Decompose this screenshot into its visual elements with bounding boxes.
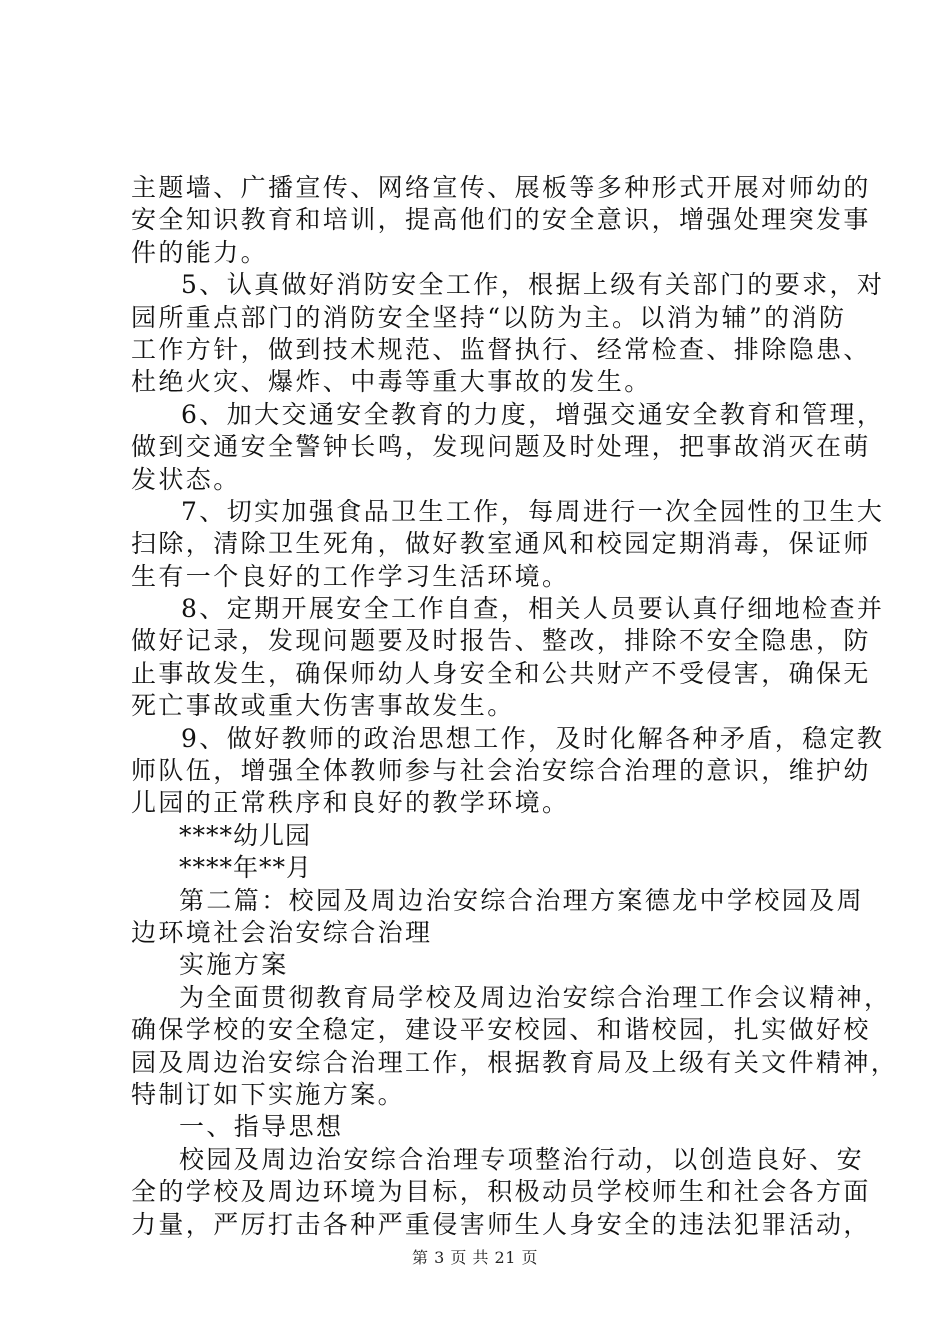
text-line: 为全面贯彻教育局学校及周边治安综合治理工作会议精神，	[179, 982, 892, 1012]
text-line: 校园及周边治安综合治理专项整治行动，以创造良好、安	[179, 1144, 865, 1174]
text-line: 死亡事故或重大伤害事故发生。	[131, 691, 515, 721]
text-line: 安全知识教育和培训，提高他们的安全意识，增强处理突发事	[131, 205, 871, 235]
text-line: 6、加大交通安全教育的力度，增强交通安全教育和管理，	[181, 399, 885, 429]
text-line: 园及周边治安综合治理工作，根据教育局及上级有关文件精神，	[131, 1047, 899, 1077]
text-line: 5、认真做好消防安全工作，根据上级有关部门的要求，对	[181, 270, 885, 300]
text-line: 扫除，清除卫生死角，做好教室通风和校园定期消毒，保证师	[131, 529, 871, 559]
section-heading: 边环境社会治安综合治理	[131, 917, 433, 947]
text-line: 止事故发生，确保师幼人身安全和公共财产不受侵害，确保无	[131, 658, 871, 688]
section-heading: 第二篇：校园及周边治安综合治理方案德龙中学校园及周	[179, 885, 865, 915]
text-line: 特制订如下实施方案。	[131, 1079, 406, 1109]
page-number: 第 3 页 共 21 页	[412, 1248, 538, 1267]
section-heading: 一、指导思想	[179, 1112, 344, 1142]
text-line: 工作方针，做到技术规范、监督执行、经常检查、排除隐患、	[131, 334, 871, 364]
text-line: 园所重点部门的消防安全坚持“以防为主。以消为辅”的消防	[131, 302, 847, 332]
section-subheading: 实施方案	[179, 950, 289, 980]
text-line: 力量，严厉打击各种严重侵害师生人身安全的违法犯罪活动，	[131, 1209, 871, 1239]
text-line: 全的学校及周边环境为目标，积极动员学校师生和社会各方面	[131, 1177, 871, 1207]
text-line: 7、切实加强食品卫生工作，每周进行一次全园性的卫生大	[181, 496, 885, 526]
signature-organization: ****幼儿园	[179, 820, 312, 850]
document-body	[131, 172, 899, 1241]
text-line: 做好记录，发现问题要及时报告、整改，排除不安全隐患，防	[131, 626, 871, 656]
text-line: 主题墙、广播宣传、网络宣传、展板等多种形式开展对师幼的	[131, 173, 871, 202]
text-line: 件的能力。	[131, 237, 269, 267]
text-line: 生有一个良好的工作学习生活环境。	[131, 561, 570, 591]
text-line: 儿园的正常秩序和良好的教学环境。	[131, 788, 570, 818]
text-line: 杜绝火灾、爆炸、中毒等重大事故的发生。	[131, 367, 652, 397]
text-line: 做到交通安全警钟长鸣，发现问题及时处理，把事故消灭在萌	[131, 432, 871, 462]
signature-date: ****年**月	[179, 853, 313, 883]
text-line: 9、做好教师的政治思想工作，及时化解各种矛盾，稳定教	[181, 723, 885, 753]
text-line: 师队伍，增强全体教师参与社会治安综合治理的意识，维护幼	[131, 756, 871, 786]
text-line: 确保学校的安全稳定，建设平安校园、和谐校园，扎实做好校	[131, 1015, 871, 1045]
text-line: 8、定期开展安全工作自查，相关人员要认真仔细地检查并	[181, 594, 885, 624]
text-line: 发状态。	[131, 464, 241, 494]
